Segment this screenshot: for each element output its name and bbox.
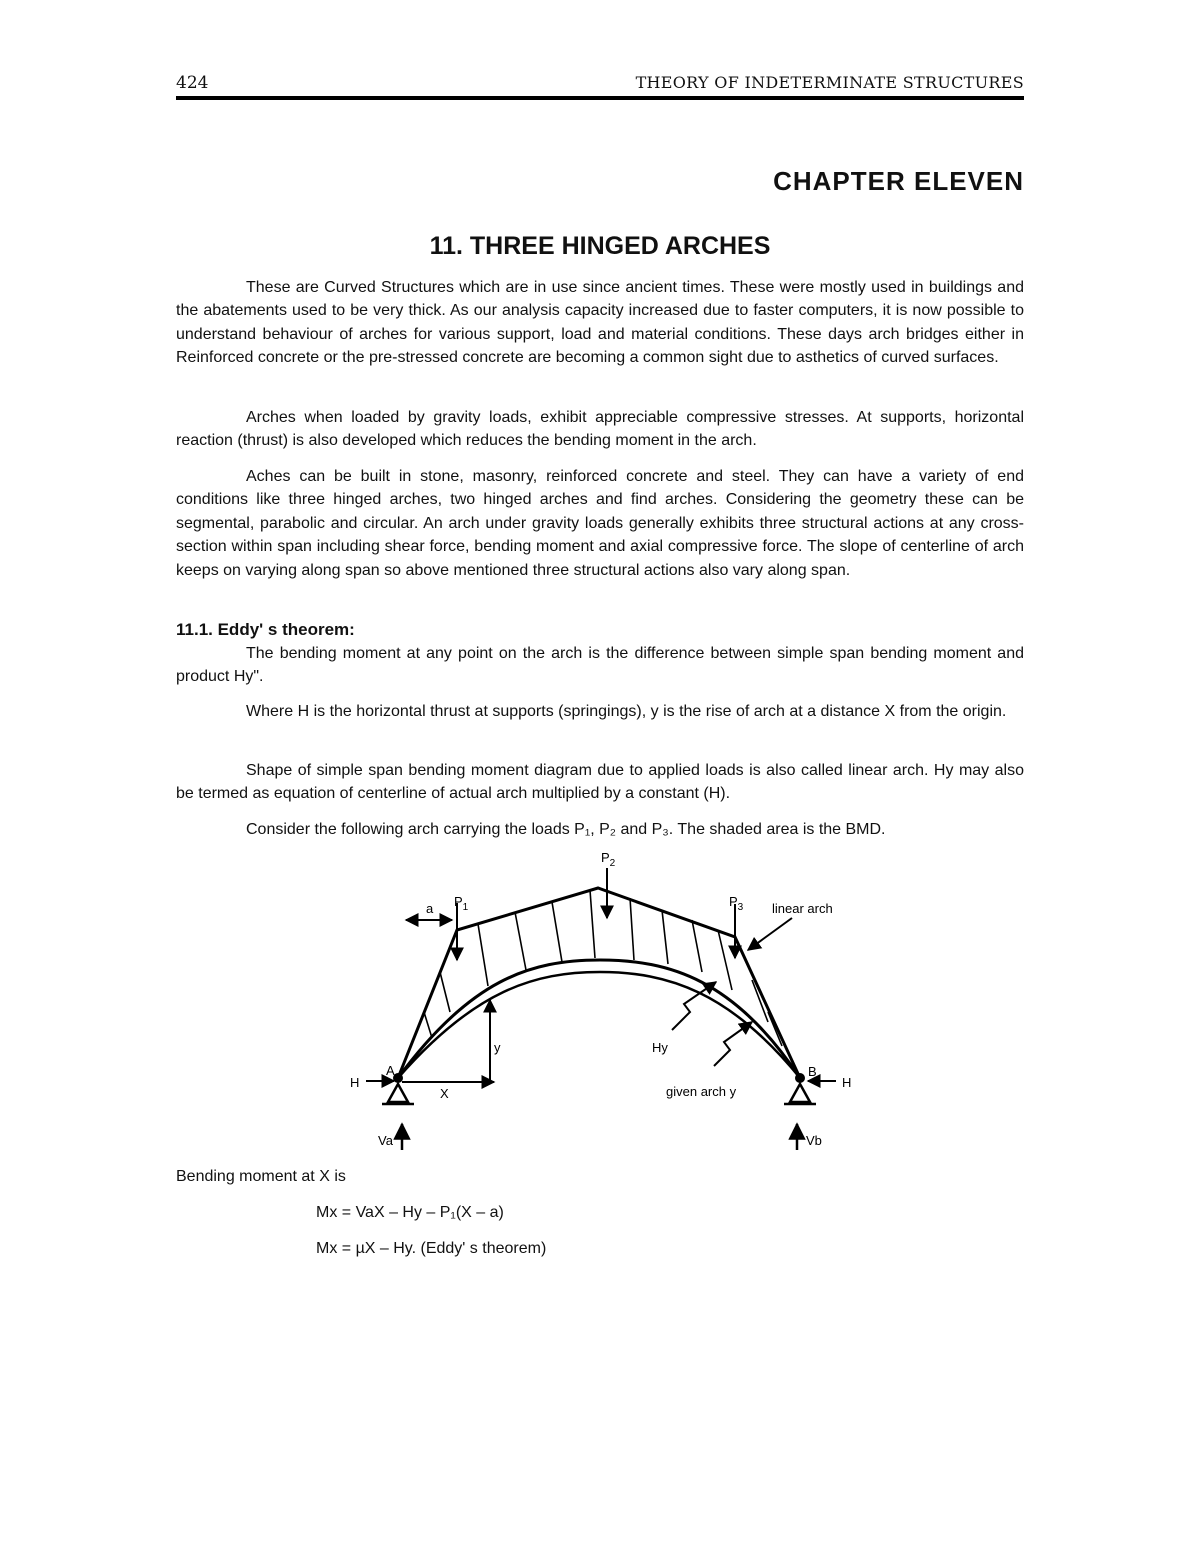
section-paragraph-2: Where H is the horizontal thrust at supports (springings), y is the rise of arch at a distance X from the origin.: [246, 703, 1007, 720]
x-label: X: [440, 1086, 449, 1101]
bending-moment-intro: Bending moment at X is: [176, 1168, 346, 1185]
given-arch-inner: [398, 972, 800, 1078]
b-point-label: B: [808, 1064, 817, 1079]
intro-paragraph-2: Arches when loaded by gravity loads, exhibit appreciable compressive stresses. At supports, horizontal reaction (thrust) is also developed which reduces the bending moment in the arch.: [176, 409, 1024, 450]
chapter-title: 11. THREE HINGED ARCHES: [429, 232, 771, 260]
support-b: [784, 1084, 816, 1104]
hy-label: Hy: [652, 1040, 668, 1055]
a-label: a: [426, 901, 434, 916]
equation-1: Mx = VaX – Hy – P₁(X – a): [316, 1204, 504, 1221]
section-heading: 11.1. Eddy' s theorem:: [176, 620, 355, 639]
section-paragraph-1: The bending moment at any point on the arch is the difference between simple span bending moment and product Hy".: [176, 645, 1024, 686]
linear-arch-label: linear arch: [772, 901, 833, 916]
linear-arch-pointer: [748, 918, 792, 950]
arch-figure: [330, 845, 870, 1165]
header-rule: [176, 96, 1024, 100]
p1-label: $P_1$: [454, 894, 469, 913]
running-header-title: THEORY OF INDETERMINATE STRUCTURES: [635, 73, 1024, 92]
p2-label: $P_2$: [601, 850, 616, 869]
support-a: [382, 1084, 414, 1104]
figure-intro-paragraph: Consider the following arch carrying the loads P₁, P₂ and P₃. The shaded area is the BMD.: [246, 821, 886, 838]
equation-2: Mx = µX – Hy. (Eddy' s theorem): [316, 1240, 547, 1257]
vb-label: Vb: [806, 1133, 822, 1148]
chapter-label: CHAPTER ELEVEN: [773, 166, 1024, 196]
intro-paragraph-3: Aches can be built in stone, masonry, reinforced concrete and steel. They can have a variety of end conditions like three hinged arches, two hinged arches and find arches. Considering the geometry these can be segmental, parabolic and circular. An arch under gravity loads generally exhibits three structural actions at any cross-section within span including shear force, bending moment and axial compressive force. The slope of centerline of arch keeps on varying along span so above mentioned three structural actions also vary along span.: [176, 468, 1024, 579]
given-arch-label: given arch y: [666, 1084, 737, 1099]
bmd-hatching: [424, 890, 782, 1046]
y-label: y: [494, 1040, 501, 1055]
page-number: 424: [176, 73, 209, 93]
linear-arch-line: [398, 888, 800, 1078]
given-arch-pointer: [714, 1022, 752, 1066]
h-left-label: H: [350, 1075, 360, 1090]
section-paragraph-3: Shape of simple span bending moment diagram due to applied loads is also called linear arch. Hy may also be termed as equation of centerline of actual arch multiplied by a constant (H).: [176, 762, 1024, 803]
intro-paragraph-1: These are Curved Structures which are in use since ancient times. These were mostly used in buildings and the abatements used to be very thick. As our analysis capacity increased due to faster computers, it is now possible to understand behaviour of arches for various support, load and material conditions. These days arch bridges either in Reinforced concrete or the pre-stressed concrete are becoming a common sight due to asthetics of curved surfaces.: [176, 279, 1024, 367]
va-label: Va: [378, 1133, 393, 1148]
p3-label: $P_3$: [729, 894, 744, 913]
h-right-label: H: [842, 1075, 852, 1090]
a-point-label: A: [386, 1063, 395, 1078]
